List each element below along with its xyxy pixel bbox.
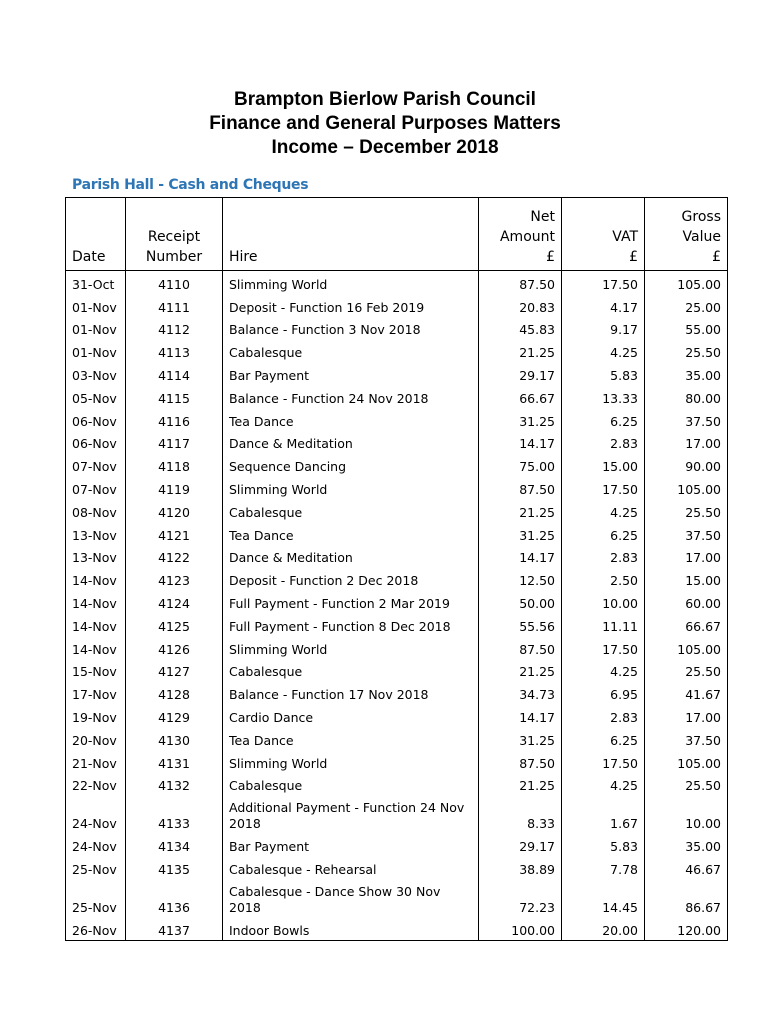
cell-receipt-number: 4134 [126, 833, 223, 856]
table-row [66, 339, 728, 362]
cell-gross-value: 10.00 [645, 795, 728, 833]
table-row [66, 856, 728, 879]
cell-date: 06-Nov [66, 431, 126, 454]
cell-hire: Balance - Function 24 Nov 2018 [223, 385, 479, 408]
cell-hire: Full Payment - Function 8 Dec 2018 [223, 613, 479, 636]
column-header-vat: VAT £ [562, 198, 645, 271]
cell-gross-value: 46.67 [645, 856, 728, 879]
cell-gross-value: 66.67 [645, 613, 728, 636]
cell-date: 01-Nov [66, 317, 126, 340]
cell-gross-value: 37.50 [645, 522, 728, 545]
cell-hire: Deposit - Function 16 Feb 2019 [223, 294, 479, 317]
cell-date: 13-Nov [66, 545, 126, 568]
cell-net-amount: 31.25 [479, 727, 562, 750]
cell-receipt-number: 4112 [126, 317, 223, 340]
cell-date: 31-Oct [66, 271, 126, 294]
cell-net-amount: 75.00 [479, 453, 562, 476]
cell-net-amount: 21.25 [479, 339, 562, 362]
cell-hire: Cabalesque [223, 773, 479, 796]
cell-gross-value: 17.00 [645, 431, 728, 454]
cell-vat: 10.00 [562, 590, 645, 613]
cell-gross-value: 55.00 [645, 317, 728, 340]
cell-gross-value: 105.00 [645, 750, 728, 773]
cell-net-amount: 14.17 [479, 704, 562, 727]
table-row [66, 879, 728, 917]
cell-vat: 6.95 [562, 681, 645, 704]
cell-net-amount: 14.17 [479, 545, 562, 568]
cell-net-amount: 87.50 [479, 636, 562, 659]
cell-gross-value: 60.00 [645, 590, 728, 613]
cell-net-amount: 21.25 [479, 659, 562, 682]
table-row [66, 522, 728, 545]
table-row [66, 431, 728, 454]
cell-vat: 4.17 [562, 294, 645, 317]
cell-receipt-number: 4133 [126, 795, 223, 833]
council-name: Brampton Bierlow Parish Council [234, 89, 536, 110]
cell-net-amount: 66.67 [479, 385, 562, 408]
cell-vat: 17.50 [562, 636, 645, 659]
table-row [66, 727, 728, 750]
table-row [66, 590, 728, 613]
cell-hire: Tea Dance [223, 727, 479, 750]
report-title: Income – December 2018 [271, 137, 499, 158]
cell-hire: Balance - Function 17 Nov 2018 [223, 681, 479, 704]
cell-hire: Slimming World [223, 636, 479, 659]
cell-hire: Cabalesque [223, 659, 479, 682]
cell-hire: Slimming World [223, 750, 479, 773]
cell-hire: Full Payment - Function 2 Mar 2019 [223, 590, 479, 613]
cell-hire: Cabalesque [223, 339, 479, 362]
cell-date: 14-Nov [66, 590, 126, 613]
cell-date: 21-Nov [66, 750, 126, 773]
table-row [66, 453, 728, 476]
cell-receipt-number: 4135 [126, 856, 223, 879]
cell-net-amount: 87.50 [479, 476, 562, 499]
cell-gross-value: 105.00 [645, 636, 728, 659]
cell-receipt-number: 4111 [126, 294, 223, 317]
cell-date: 07-Nov [66, 476, 126, 499]
cell-net-amount: 72.23 [479, 879, 562, 917]
cell-hire: Indoor Bowls [223, 917, 479, 940]
cell-receipt-number: 4120 [126, 499, 223, 522]
cell-vat: 1.67 [562, 795, 645, 833]
table-row [66, 917, 728, 940]
cell-receipt-number: 4137 [126, 917, 223, 940]
cell-net-amount: 31.25 [479, 408, 562, 431]
cell-net-amount: 100.00 [479, 917, 562, 940]
cell-receipt-number: 4117 [126, 431, 223, 454]
cell-date: 26-Nov [66, 917, 126, 940]
cell-receipt-number: 4124 [126, 590, 223, 613]
cell-vat: 6.25 [562, 727, 645, 750]
table-row [66, 613, 728, 636]
income-table [65, 197, 728, 941]
cell-receipt-number: 4116 [126, 408, 223, 431]
cell-gross-value: 25.50 [645, 499, 728, 522]
cell-vat: 4.25 [562, 499, 645, 522]
cell-vat: 14.45 [562, 879, 645, 917]
section-title: Parish Hall - Cash and Cheques [72, 177, 309, 193]
cell-vat: 11.11 [562, 613, 645, 636]
cell-net-amount: 14.17 [479, 431, 562, 454]
cell-gross-value: 80.00 [645, 385, 728, 408]
cell-net-amount: 87.50 [479, 750, 562, 773]
cell-net-amount: 34.73 [479, 681, 562, 704]
cell-receipt-number: 4123 [126, 567, 223, 590]
cell-receipt-number: 4129 [126, 704, 223, 727]
cell-gross-value: 120.00 [645, 917, 728, 940]
cell-vat: 4.25 [562, 773, 645, 796]
table-row [66, 704, 728, 727]
cell-net-amount: 87.50 [479, 271, 562, 294]
cell-date: 05-Nov [66, 385, 126, 408]
cell-receipt-number: 4136 [126, 879, 223, 917]
cell-gross-value: 105.00 [645, 271, 728, 294]
cell-receipt-number: 4115 [126, 385, 223, 408]
cell-net-amount: 21.25 [479, 773, 562, 796]
cell-gross-value: 25.00 [645, 294, 728, 317]
cell-hire: Slimming World [223, 476, 479, 499]
cell-date: 19-Nov [66, 704, 126, 727]
cell-net-amount: 29.17 [479, 362, 562, 385]
cell-date: 22-Nov [66, 773, 126, 796]
cell-date: 25-Nov [66, 879, 126, 917]
cell-vat: 2.83 [562, 545, 645, 568]
cell-vat: 17.50 [562, 271, 645, 294]
cell-hire: Dance & Meditation [223, 545, 479, 568]
cell-date: 06-Nov [66, 408, 126, 431]
cell-date: 13-Nov [66, 522, 126, 545]
table-row [66, 499, 728, 522]
cell-hire: Cabalesque [223, 499, 479, 522]
cell-hire: Sequence Dancing [223, 453, 479, 476]
table-row [66, 271, 728, 294]
cell-vat: 17.50 [562, 476, 645, 499]
cell-vat: 9.17 [562, 317, 645, 340]
cell-vat: 2.83 [562, 704, 645, 727]
cell-receipt-number: 4121 [126, 522, 223, 545]
cell-date: 01-Nov [66, 294, 126, 317]
cell-hire: Bar Payment [223, 833, 479, 856]
cell-gross-value: 41.67 [645, 681, 728, 704]
cell-net-amount: 29.17 [479, 833, 562, 856]
cell-receipt-number: 4127 [126, 659, 223, 682]
table-row [66, 833, 728, 856]
cell-date: 15-Nov [66, 659, 126, 682]
cell-vat: 4.25 [562, 339, 645, 362]
cell-date: 14-Nov [66, 613, 126, 636]
cell-gross-value: 37.50 [645, 727, 728, 750]
cell-date: 20-Nov [66, 727, 126, 750]
cell-net-amount: 21.25 [479, 499, 562, 522]
cell-gross-value: 105.00 [645, 476, 728, 499]
cell-hire: Cabalesque - Rehearsal [223, 856, 479, 879]
table-row [66, 408, 728, 431]
cell-gross-value: 17.00 [645, 704, 728, 727]
table-row [66, 681, 728, 704]
cell-vat: 7.78 [562, 856, 645, 879]
cell-gross-value: 86.67 [645, 879, 728, 917]
cell-vat: 13.33 [562, 385, 645, 408]
table-row [66, 294, 728, 317]
cell-receipt-number: 4128 [126, 681, 223, 704]
table-row [66, 317, 728, 340]
cell-gross-value: 35.00 [645, 833, 728, 856]
cell-date: 01-Nov [66, 339, 126, 362]
cell-receipt-number: 4132 [126, 773, 223, 796]
cell-vat: 4.25 [562, 659, 645, 682]
cell-vat: 2.50 [562, 567, 645, 590]
cell-date: 24-Nov [66, 795, 126, 833]
table-row [66, 636, 728, 659]
cell-vat: 6.25 [562, 408, 645, 431]
cell-date: 03-Nov [66, 362, 126, 385]
cell-hire: Additional Payment - Function 24 Nov 2018 [223, 795, 479, 833]
cell-hire: Slimming World [223, 271, 479, 294]
table-row [66, 567, 728, 590]
cell-receipt-number: 4119 [126, 476, 223, 499]
cell-hire: Balance - Function 3 Nov 2018 [223, 317, 479, 340]
cell-hire: Deposit - Function 2 Dec 2018 [223, 567, 479, 590]
cell-hire: Bar Payment [223, 362, 479, 385]
cell-date: 14-Nov [66, 567, 126, 590]
cell-gross-value: 25.50 [645, 773, 728, 796]
cell-gross-value: 90.00 [645, 453, 728, 476]
cell-receipt-number: 4122 [126, 545, 223, 568]
table-row [66, 795, 728, 833]
cell-vat: 6.25 [562, 522, 645, 545]
column-header-date: Date [66, 198, 126, 271]
committee-name: Finance and General Purposes Matters [209, 113, 561, 134]
cell-receipt-number: 4130 [126, 727, 223, 750]
cell-gross-value: 37.50 [645, 408, 728, 431]
cell-date: 08-Nov [66, 499, 126, 522]
cell-date: 24-Nov [66, 833, 126, 856]
cell-gross-value: 15.00 [645, 567, 728, 590]
table-row [66, 750, 728, 773]
column-header-receipt: Receipt Number [126, 198, 223, 271]
cell-date: 25-Nov [66, 856, 126, 879]
cell-hire: Dance & Meditation [223, 431, 479, 454]
cell-hire: Tea Dance [223, 408, 479, 431]
cell-receipt-number: 4113 [126, 339, 223, 362]
table-header-row [66, 198, 728, 271]
column-header-net: Net Amount £ [479, 198, 562, 271]
cell-hire: Tea Dance [223, 522, 479, 545]
table-row [66, 545, 728, 568]
cell-receipt-number: 4118 [126, 453, 223, 476]
table-row [66, 659, 728, 682]
cell-net-amount: 31.25 [479, 522, 562, 545]
cell-date: 17-Nov [66, 681, 126, 704]
cell-date: 14-Nov [66, 636, 126, 659]
cell-hire: Cabalesque - Dance Show 30 Nov 2018 [223, 879, 479, 917]
cell-net-amount: 38.89 [479, 856, 562, 879]
cell-gross-value: 25.50 [645, 339, 728, 362]
cell-receipt-number: 4114 [126, 362, 223, 385]
cell-gross-value: 25.50 [645, 659, 728, 682]
cell-vat: 20.00 [562, 917, 645, 940]
cell-gross-value: 17.00 [645, 545, 728, 568]
cell-net-amount: 8.33 [479, 795, 562, 833]
table-row [66, 476, 728, 499]
cell-receipt-number: 4131 [126, 750, 223, 773]
column-header-hire: Hire [223, 198, 479, 271]
cell-hire: Cardio Dance [223, 704, 479, 727]
table-body [66, 271, 728, 941]
document-header [0, 88, 770, 160]
column-header-gross: Gross Value £ [645, 198, 728, 271]
table-row [66, 362, 728, 385]
cell-net-amount: 50.00 [479, 590, 562, 613]
table-row [66, 385, 728, 408]
cell-receipt-number: 4126 [126, 636, 223, 659]
cell-gross-value: 35.00 [645, 362, 728, 385]
cell-vat: 5.83 [562, 833, 645, 856]
table-row [66, 773, 728, 796]
cell-vat: 17.50 [562, 750, 645, 773]
cell-net-amount: 20.83 [479, 294, 562, 317]
cell-net-amount: 45.83 [479, 317, 562, 340]
cell-vat: 15.00 [562, 453, 645, 476]
cell-vat: 5.83 [562, 362, 645, 385]
cell-receipt-number: 4110 [126, 271, 223, 294]
cell-net-amount: 55.56 [479, 613, 562, 636]
cell-date: 07-Nov [66, 453, 126, 476]
cell-net-amount: 12.50 [479, 567, 562, 590]
cell-receipt-number: 4125 [126, 613, 223, 636]
cell-vat: 2.83 [562, 431, 645, 454]
